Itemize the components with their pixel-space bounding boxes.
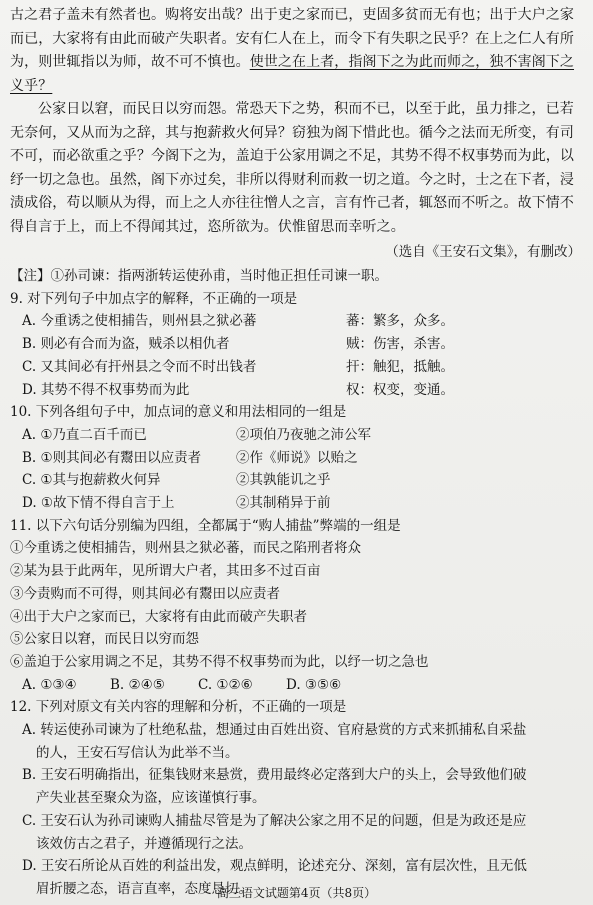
option-line: 眉折腰之态，语言直率，态度恳切。 [36,880,252,897]
statement-item: ④出于大户之家而已，大家将有由此而破产失职者 [10,608,307,625]
option-gloss: 权：权变，变通。 [346,381,454,398]
option-row [10,469,585,492]
option-line: 该效仿古之君子，并遵循现行之法。 [36,835,252,852]
option-row [10,356,585,379]
statement-item: ①今重诱之使相捕告，则州县之狱必蕃，而民之陷刑者将众 [10,540,361,557]
question-stem: 11. 以下六句话分别编为四组，全都属于“购人捕盐”弊端的一组是 [10,517,401,534]
choice-b: B. ②④⑤ [110,676,165,693]
passage-line: 渍成俗，苟以顺从为得，而上之人亦往往憎人之言，言有忤己者，辄怒而不听之。故下情不 [10,195,574,211]
option-first: D. ①故下情不得自言于上 [22,495,175,512]
option-sentence: B. 则必有合而为盗，贼杀以相仇者 [22,336,230,353]
choice-a: A. ①③④ [22,676,77,693]
option-sentence: D. 其势不得不权事势而为此 [22,381,190,398]
question-stem: 9. 对下列句子中加点字的解释，不正确的一项是 [10,290,298,307]
statement-item: ③今责购而不可得，则其间必有鬻田以应责者 [10,585,280,602]
underlined-sentence: 使世之在上者，指阁下之为此而师之，独不害阁下之 [249,54,575,70]
passage-line: 而已，大家将有由此而破产失职者。安有仁人在上，而令下有失职之民乎？在上之仁人有所 [10,30,574,47]
option-line: D. 王安石所论从百姓的利益出发，观点鲜明，论述充分、深刻，富有层次性，且无低 [22,858,527,875]
choice-c: C. ①②⑥ [198,676,253,693]
answer-choices [10,674,585,697]
option-row [10,424,585,447]
passage-line: 古之君子盖未有然者也。购将安出哉？出于吏之家而已，吏固多贫而无有也；出于大户之家 [10,7,574,23]
option-second: ②其制稍异于前 [236,495,331,512]
option-line: C. 王安石认为孙司谏购人捕盐尽管是为了解决公家之用不足的问题，但是为政还是应 [22,812,527,829]
option-first: B. ①则其间必有鬻田以应责者 [22,449,202,466]
option-sentence: C. 又其间必有扞州县之令而不时出钱者 [22,358,257,375]
question-12 [10,696,585,900]
option-line: B. 王安石明确指出，征集钱财来悬赏，费用最终必定落到大户的头上，会导致他们破 [22,767,527,784]
option-second: ②作《师说》以贻之 [236,449,358,466]
option-row [10,310,585,333]
question-11 [10,515,585,697]
option-first: A. ①乃直二百千而已 [22,426,147,443]
page-footer: 高三语文试题第4页（共8页） [216,886,377,900]
passage-line: 公家日以窘，而民日以穷而怨。常恐天下之势，积而不已，以至于此，虽力排之，已若 [38,101,574,117]
option-gloss: 贼：伤害，杀害。 [346,336,454,353]
passage-line: 不可，而必欲重之乎？今阁下之为，盖迫于公家用调之不足，其势不得不权事势而为此，以 [10,148,574,164]
question-stem: 10. 下列各组句子中，加点词的意义和用法相同的一组是 [10,404,347,421]
statement-item: ②某为县于此两年，见所谓大户者，其田多不过百亩 [10,563,321,580]
passage-text: 为，则世辄指以为师，故不可不慎也。 [10,54,250,70]
underlined-sentence-end: 义乎？ [10,77,53,94]
option-second: ②其孰能讥之乎 [236,472,331,489]
question-10 [10,401,585,515]
option-line: 的人，王安石写信认为此举不当。 [36,744,239,761]
option-first: C. ①其与抱薪救火何异 [22,472,161,489]
passage-line [10,51,585,75]
statement-item: ⑥盖迫于公家用调之不足，其势不得不权事势而为此，以纾一切之急也 [10,653,429,670]
annotation-note: 【注】①孙司谏：指两浙转运使孙甫，当时他正担任司谏一职。 [10,268,388,284]
question-9 [10,288,585,402]
option-second: ②项伯乃夜驰之沛公军 [236,426,371,443]
option-gloss: 蕃：繁多，众多。 [346,313,454,330]
option-line: A. 转运使孙司谏为了杜绝私盐，想通过由百姓出资、官府悬赏的方式来抓捕私自采盐 [22,722,527,739]
option-gloss: 扞：触犯，抵触。 [346,358,454,375]
option-sentence: A. 今重诱之使相捕告，则州县之狱必蕃 [22,313,257,330]
choice-d: D. ③⑤⑥ [286,676,342,693]
passage-source: （选自《王安石文集》，有删改） [385,244,581,260]
option-row [10,333,585,356]
question-stem: 12. 下列对原文有关内容的理解和分析，不正确的一项是 [10,699,347,716]
passage [10,4,585,288]
option-row [10,492,585,515]
passage-line: 无奈何，又从而为之辞，其与抱薪救火何异？窃独为阁下惜此也。循今之法而无所变，有司 [10,124,574,141]
option-line: 产失业甚至聚众为盗，应该谨慎行事。 [36,790,266,807]
option-row [10,447,585,470]
passage-line: 纾一切之急也。虽然，阁下亦过矣，非所以得财利而救一切之道。今之时，士之在下者，浸 [10,171,574,188]
statement-item: ⑤公家日以窘，而民日以穷而怨 [10,631,199,648]
passage-line: 得自言于上，而上不得闻其过，恣所欲为。伏惟留思而幸听之。 [10,218,405,235]
option-row [10,379,585,402]
